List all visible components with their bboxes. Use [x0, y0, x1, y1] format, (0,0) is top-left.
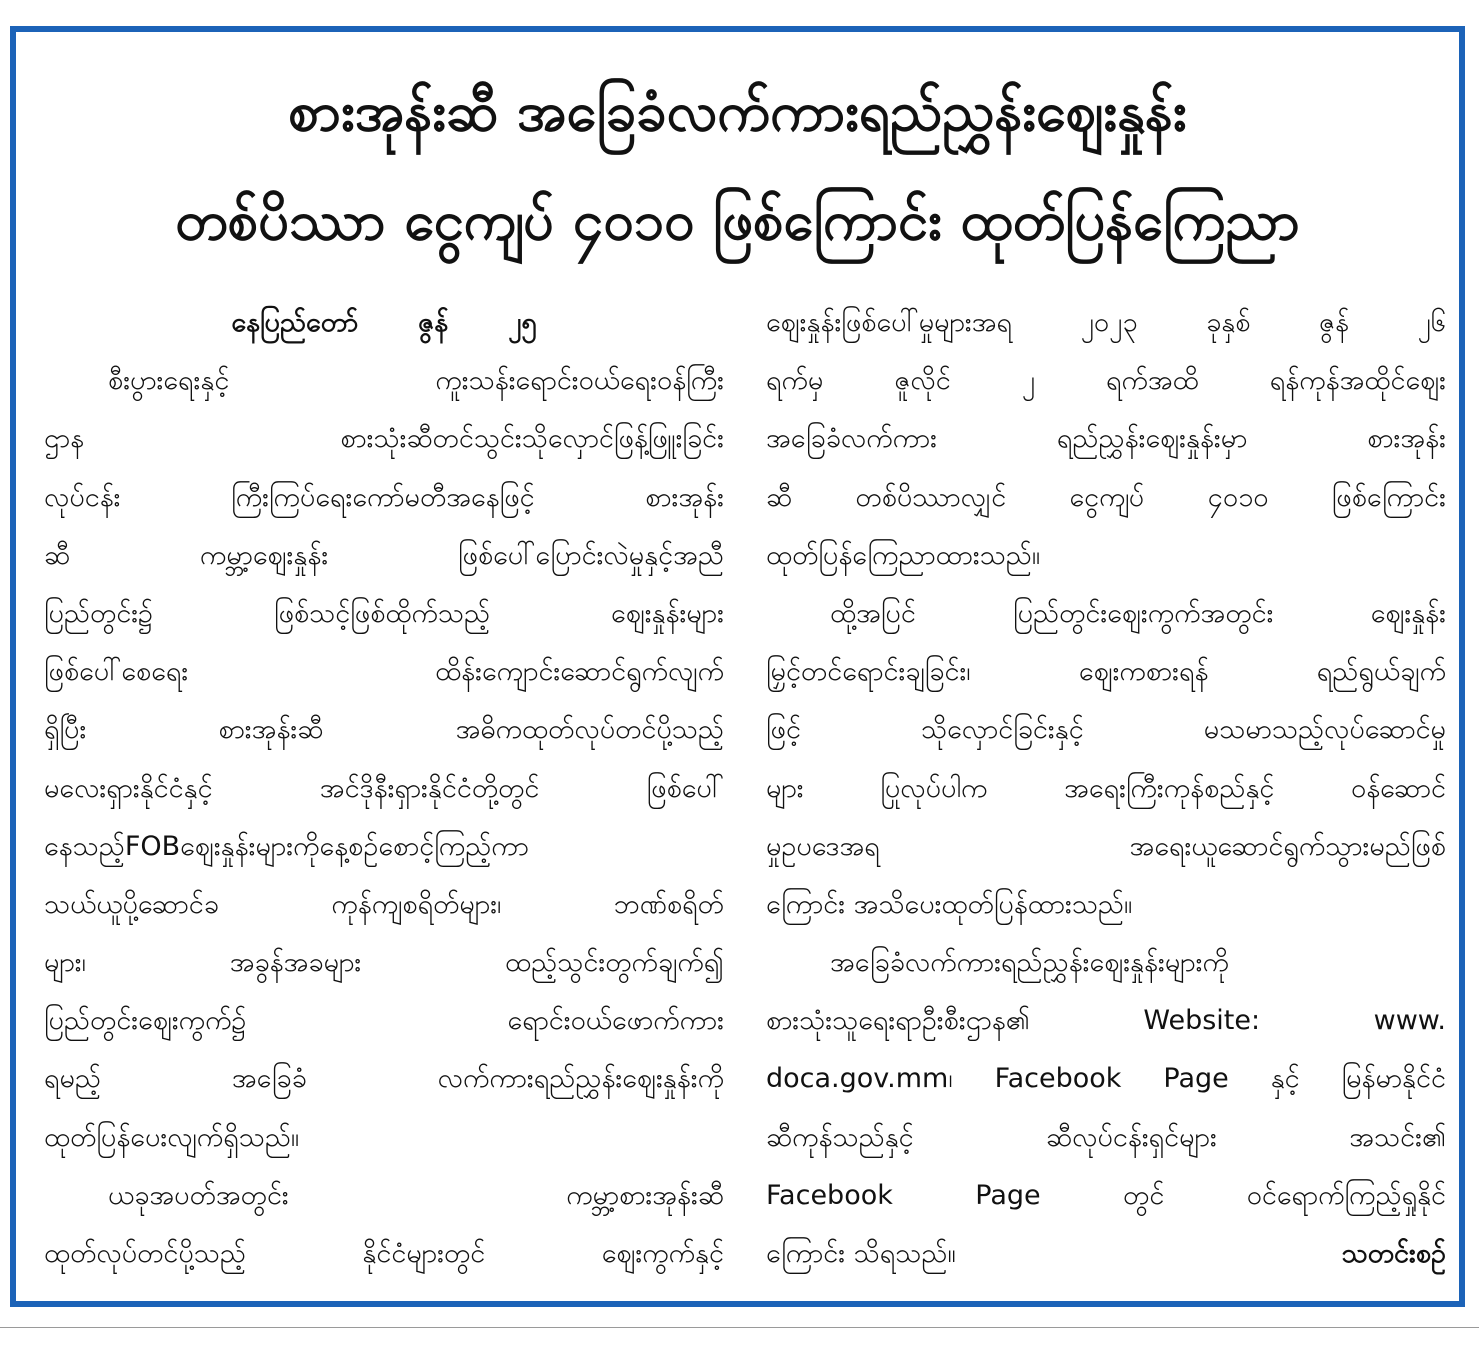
- word: နေသည့်FOBဈေးနှုန်းများကိုနေ့စဉ်စောင့်ကြည့်ကာ: [44, 830, 529, 862]
- word: ဈေးနှုန်းများ: [611, 597, 724, 629]
- word: အခြေခံလက်ကား: [766, 423, 937, 455]
- word: ဖြစ်သင့်ဖြစ်ထိုက်သည့်: [274, 597, 491, 629]
- dateline-day: ၂၅: [508, 307, 537, 338]
- text-line: [766, 992, 1446, 1050]
- word: စားအုန်းဆီ: [218, 714, 324, 746]
- word: ဇူလိုင်: [894, 365, 951, 397]
- right-column: [766, 294, 1446, 1283]
- word: မြန်မာနိုင်ငံ: [1341, 1063, 1446, 1095]
- word: မလေးရှားနိုင်ငံနှင့်: [44, 772, 213, 804]
- text-line: [44, 643, 724, 701]
- word: ရည်ညွှန်းဈေးနှုန်းမှာ: [1056, 423, 1248, 455]
- text-line: [44, 876, 724, 934]
- word: ကုန်ကျစရိတ်များ၊: [331, 888, 502, 920]
- word: ရန်ကုန်အထိုင်ဈေး: [1269, 365, 1446, 397]
- word: နှင့်: [1270, 1063, 1300, 1095]
- word: ဈေးနှုန်းဖြစ်ပေါ်မှုများအရ: [766, 307, 1013, 338]
- word: ဌာန: [44, 423, 85, 455]
- word: ဝန်ဆောင်: [1351, 772, 1446, 804]
- word: Page: [975, 1179, 1041, 1211]
- word: လုပ်ငန်း: [44, 481, 121, 513]
- word: ထို့အပြင်: [830, 597, 916, 629]
- text-line: ကြောင်း အသိပေးထုတ်ပြန်ထားသည်။: [766, 888, 1133, 920]
- word: ထုတ်လုပ်တင်ပို့သည့်: [44, 1238, 246, 1269]
- word: ဖြစ်ကြောင်း: [1331, 481, 1446, 513]
- word: ထိန်းကျောင်းဆောင်ရွက်လျက်: [435, 656, 724, 688]
- word: ကူးသန်းရောင်းဝယ်ရေးဝန်ကြီး: [435, 365, 724, 397]
- word: ရည်ရွယ်ချက်: [1316, 656, 1446, 688]
- text-line: [766, 1167, 1446, 1225]
- word: ပြည်တွင်းဈေးကွက်၌: [44, 1005, 247, 1037]
- word: သယ်ယူပို့ဆောင်ခ: [44, 888, 219, 920]
- word: အရေးယူဆောင်ရွက်သွားမည်ဖြစ်: [1129, 830, 1446, 862]
- text-line: [766, 818, 1446, 876]
- text-line: ထုတ်ပြန်ကြေညာထားသည်။: [766, 539, 1041, 571]
- text-line: [766, 585, 1446, 643]
- word: www.: [1373, 1005, 1446, 1037]
- word: ဆီ: [766, 481, 793, 513]
- text-line: [44, 352, 724, 410]
- word: ပြည်တွင်းဈေးကွက်အတွင်း: [1013, 597, 1274, 629]
- text-line: [44, 527, 724, 585]
- word: ကမ္ဘာ့စားအုန်းဆီ: [566, 1179, 724, 1211]
- word: အသင်း၏: [1349, 1121, 1446, 1153]
- word: ၄၀၁၀: [1207, 481, 1269, 513]
- byline: သတင်းစဉ်: [1341, 1238, 1446, 1269]
- word: ဘဏ်စရိတ်: [613, 888, 724, 920]
- word: ပြည်တွင်း၌: [44, 597, 154, 629]
- word: တစ်ပိဿာလျှင်: [855, 481, 1007, 513]
- word: စားအုန်း: [1367, 423, 1446, 455]
- text-line: [44, 1167, 724, 1225]
- word: အခွန်အခများ: [229, 947, 362, 979]
- word: ရက်မှ: [766, 365, 824, 397]
- word: Facebook: [766, 1179, 893, 1211]
- text-line: [44, 760, 724, 818]
- word: ရှိပြီး: [44, 714, 87, 746]
- word: စားအုန်း: [645, 481, 724, 513]
- text-line: [44, 1225, 724, 1283]
- word: စီးပွားရေးနှင့်: [108, 365, 230, 397]
- word: ၂: [1021, 365, 1035, 397]
- word: များ၊: [44, 947, 86, 979]
- word: doca.gov.mm၊: [766, 1063, 953, 1095]
- text-line: [44, 934, 724, 992]
- word: ဈေးကစားရန်: [1078, 656, 1209, 688]
- word: မြှင့်တင်ရောင်းချခြင်း၊: [766, 656, 971, 688]
- word: ၂၆: [1417, 307, 1446, 338]
- text-line: [44, 410, 724, 468]
- word: မသမာသည့်လုပ်ဆောင်မှု: [1203, 714, 1446, 746]
- word: နိုင်ငံများတွင်: [362, 1238, 486, 1269]
- word: ၂၀၂၃: [1080, 307, 1138, 338]
- word: ဇွန်: [1318, 307, 1349, 338]
- word: ပြုလုပ်ပါက: [880, 772, 988, 804]
- text-line: [766, 760, 1446, 818]
- article-frame: [10, 26, 1465, 1307]
- word: သိုလှောင်ခြင်းနှင့်: [921, 714, 1084, 746]
- word: Website:: [1143, 1005, 1261, 1037]
- word: စားသုံးဆီတင်သွင်းသိုလှောင်ဖြန့်ဖြူးခြင်း: [340, 423, 724, 455]
- word: အခြေခံလက်ကားရည်ညွှန်းဈေးနှုန်းများကို: [830, 947, 1229, 979]
- text-line-last: ကြောင်း သိရသည်။: [766, 1238, 956, 1269]
- text-line: [766, 1109, 1446, 1167]
- text-line: [44, 701, 724, 759]
- next-article-cutoff: [0, 1338, 1479, 1350]
- text-line: [766, 643, 1446, 701]
- text-line: [766, 1050, 1446, 1108]
- word: လက်ကားရည်ညွှန်းဈေးနှုန်းကို: [437, 1063, 724, 1095]
- text-line: [766, 352, 1446, 410]
- word: ဆီကုန်သည်နှင့်: [766, 1121, 914, 1153]
- word: အခြေခံ: [231, 1063, 307, 1095]
- text-line: [44, 469, 724, 527]
- text-line: [44, 1050, 724, 1108]
- text-line-with-byline: [766, 1225, 1446, 1283]
- word: ရက်အထိ: [1105, 365, 1199, 397]
- word: ထည့်သွင်းတွက်ချက်၍: [505, 947, 724, 979]
- dateline-place: နေပြည်တော်: [231, 307, 359, 338]
- text-line: [766, 934, 1446, 992]
- word: အရေးကြီးကုန်စည်နှင့်: [1064, 772, 1275, 804]
- left-column: [44, 294, 724, 1283]
- word: ကြီးကြပ်ရေးကော်မတီအနေဖြင့်: [231, 481, 535, 513]
- word: စားသုံးသူရေးရာဦးစီးဌာန၏: [766, 1005, 1030, 1037]
- word: ဈေးကွက်နှင့်: [601, 1238, 724, 1269]
- page-bottom-rule: [0, 1327, 1479, 1328]
- text-line: ထုတ်ပြန်ပေးလျက်ရှိသည်။: [44, 1121, 300, 1153]
- word: ဖြစ်ပေါ်စေရေး: [44, 656, 189, 688]
- text-line: [44, 818, 724, 876]
- dateline: [44, 294, 724, 352]
- word: ခုနှစ်: [1206, 307, 1251, 338]
- word: အဓိကထုတ်လုပ်တင်ပို့သည့်: [455, 714, 724, 746]
- word: Facebook: [994, 1063, 1122, 1095]
- word: Page: [1163, 1063, 1229, 1095]
- word: များ: [766, 772, 804, 804]
- text-line: [44, 992, 724, 1050]
- headline-line-2: တစ်ပိဿာ ငွေကျပ် ၄၀၁၀ ဖြစ်ကြောင်း ထုတ်ပြန်ကြေညာ: [175, 189, 1300, 252]
- word: ရောင်းဝယ်ဖောက်ကား: [507, 1005, 724, 1037]
- word: ဆီလုပ်ငန်းရှင်များ: [1046, 1121, 1217, 1153]
- headline-line-1: စားအုန်းဆီ အခြေခံလက်ကားရည်ညွှန်းဈေးနှုန်း: [288, 80, 1187, 143]
- word: ရမည့်: [44, 1063, 102, 1095]
- word: ဖြစ်ပေါ်: [646, 772, 724, 804]
- text-line: [766, 701, 1446, 759]
- word: ဖြစ်ပေါ်ပြောင်းလဲမှုနှင့်အညီ: [457, 539, 724, 571]
- word: ဆီ: [44, 539, 71, 571]
- word: ငွေကျပ်: [1069, 481, 1145, 513]
- word: ကမ္ဘာ့ဈေးနှုန်း: [199, 539, 329, 571]
- word: ယခုအပတ်အတွင်း: [108, 1179, 289, 1211]
- word: ဖြင့်: [766, 714, 801, 746]
- dateline-month: ဇွန်: [418, 307, 449, 338]
- word: အင်ဒိုနီးရှားနိုင်ငံတို့တွင်: [319, 772, 540, 804]
- word: ဝင်ရောက်ကြည့်ရှုနိုင်: [1246, 1179, 1446, 1211]
- word: ဈေးနှုန်း: [1370, 597, 1446, 629]
- word: တွင်: [1123, 1179, 1165, 1211]
- text-line: [766, 294, 1446, 352]
- text-line: [766, 410, 1446, 468]
- text-line: [766, 469, 1446, 527]
- text-line: [44, 585, 724, 643]
- word: မှုဥပဒေအရ: [766, 830, 880, 862]
